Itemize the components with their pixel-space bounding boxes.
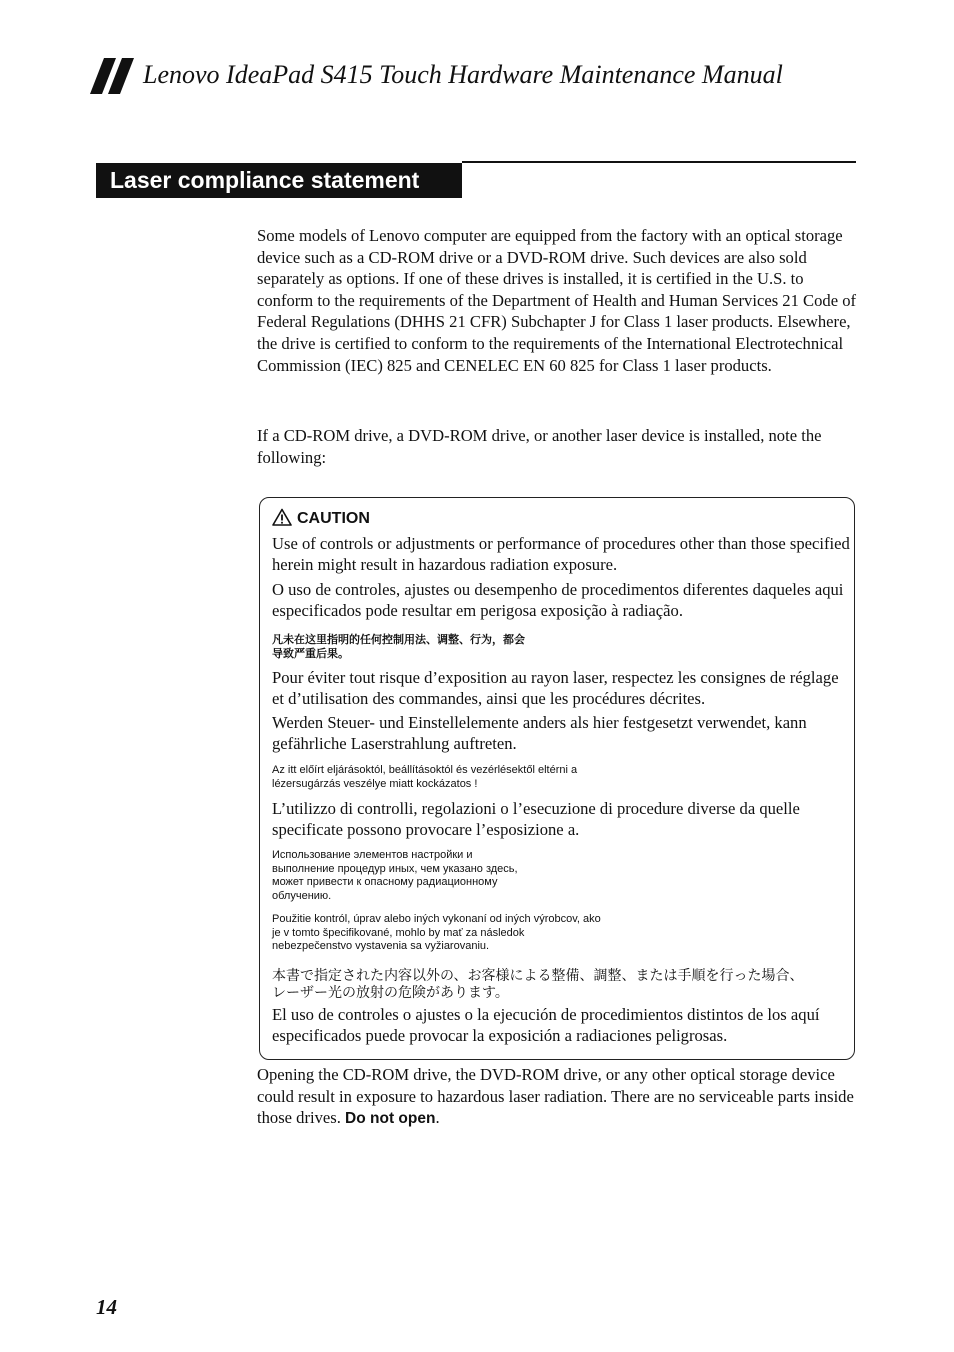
closing-paragraph xyxy=(257,1064,857,1130)
caution-text-fr: Pour éviter tout risque d’exposition au rayon laser, respectez les consignes de réglage et d’utilisation des commandes, ainsi que les procédures décrites. xyxy=(272,668,839,708)
do-not-open-emphasis: Do not open xyxy=(345,1110,436,1128)
caution-text-zh: 凡未在这里指明的任何控制用法、调整、行为，都会导致严重后果。 xyxy=(272,634,525,660)
manual-title: Lenovo IdeaPad S415 Touch Hardware Maintenance Manual xyxy=(143,60,783,89)
caution-text-de: Werden Steuer- und Einstellelemente anders als hier festgesetzt verwendet, kann gefährliche Laserstrahlung auftreten. xyxy=(272,713,807,753)
caution-text-hu: Az itt előírt eljárásoktól, beállításoktól és vezérlésektől eltérni a lézersugárzás veszélye miatt kockázatos ! xyxy=(272,764,578,790)
section-rule xyxy=(462,161,856,163)
closing-text: Opening the CD-ROM drive, the DVD-ROM drive, or any other optical storage device could result in exposure to hazardous laser radiation. There are no serviceable parts inside those drives. xyxy=(257,1065,854,1128)
intro-paragraph-2: If a CD-ROM drive, a DVD-ROM drive, or another laser device is installed, note the following: xyxy=(257,426,822,467)
caution-heading xyxy=(272,508,370,530)
header-slash-mark-icon xyxy=(90,58,134,94)
caution-text-it: L’utilizzo di controlli, regolazioni o l’esecuzione di procedure diverse da quelle specificate possono provocare l’esposizione a. xyxy=(272,799,800,839)
caution-text-en: Use of controls or adjustments or performance of procedures other than those specified herein might result in hazardous radiation exposure. xyxy=(272,534,850,574)
section-heading: Laser compliance statement xyxy=(96,163,462,198)
caution-text-ja: 本書で指定された内容以外の、お客様による整備、調整、または手順を行った場合、レーザー光の放射の危険があります。 xyxy=(272,967,804,1000)
page-number: 14 xyxy=(96,1295,117,1319)
closing-period: . xyxy=(435,1108,440,1128)
caution-text-ru: Использование элементов настройки и выполнение процедур иных, чем указано здесь, может привести к опасному радиационному облучению. xyxy=(272,849,518,903)
caution-text-es: El uso de controles o ajustes o la ejecución de procedimientos distintos de los aquí especificados puede provocar la exposición a radiaciones peligrosas. xyxy=(272,1005,820,1045)
caution-text-pt: O uso de controles, ajustes ou desempenho de procedimentos diferentes daqueles aqui especificados pode resultar em perigosa exposição à radiação. xyxy=(272,580,844,620)
caution-text-sk: Použitie kontról, úprav alebo iných vykonaní od iných výrobcov, ako je v tomto špecifikované, mohlo by mať za následok nebezpečenstvo vystavenia sa vyžiarovaniu. xyxy=(272,913,601,953)
intro-paragraph-1: Some models of Lenovo computer are equipped from the factory with an optical storage device such as a CD-ROM drive or a DVD-ROM drive. Such devices are also sold separately as options. If one of these drives is installed, it is certified in the U.S. to conform to the requirements of the Department of Health and Human Services 21 Code of Federal Regulations (DHHS 21 CFR) Subchapter J for Class 1 laser products. Elsewhere, the drive is certified to conform to the requirements of the International Electrotechnical Commission (IEC) 825 and CENELEC EN 60 825 for Class 1 laser products. xyxy=(257,226,857,375)
caution-label: CAUTION xyxy=(297,510,370,527)
warning-triangle-icon xyxy=(272,508,292,526)
